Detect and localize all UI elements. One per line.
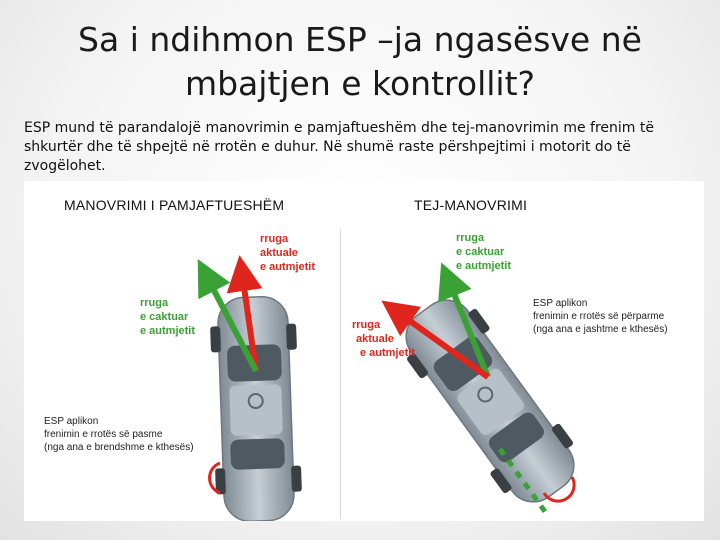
panel-divider <box>340 229 341 519</box>
label-line: e autmjetit <box>260 261 316 273</box>
note-line: ESP aplikon <box>44 416 99 427</box>
note-line: ESP aplikon <box>533 298 588 309</box>
label-line: aktuale <box>260 247 298 259</box>
title-line-2: mbajtjen e kontrollit? <box>184 64 536 103</box>
label-line: rruga <box>140 297 169 309</box>
label-line: e caktuar <box>456 246 505 258</box>
left-esp-note <box>44 415 194 454</box>
car-left <box>209 296 303 521</box>
label-line: rruga <box>456 232 485 244</box>
note-line: (nga ana e jashtme e kthesës) <box>533 324 668 335</box>
label-line: rruga <box>352 319 381 331</box>
right-esp-note <box>533 297 668 336</box>
page-title <box>0 18 720 106</box>
title-line-1: Sa i ndihmon ESP –ja ngasësve në <box>78 20 642 59</box>
right-desired-path-label <box>456 231 511 273</box>
left-desired-path-label <box>140 296 195 338</box>
label-line: rruga <box>260 233 289 245</box>
label-line: e autmjetit <box>456 260 512 272</box>
note-line: frenimin e rrotës së pasme <box>44 429 163 440</box>
body-paragraph: ESP mund të parandalojë manovrimin e pamjaftueshëm dhe tej-manovrimin me frenim të shkurtër dhe të shpejtë në rrotën e duhur. Në shumë raste përshpejtimi i motorit do të zvogëlohet. <box>24 120 654 174</box>
label-line: e autmjetit <box>140 325 196 337</box>
esp-diagram <box>24 181 704 521</box>
left-actual-path-label <box>260 232 315 274</box>
label-line: e autmjetit <box>360 347 416 359</box>
label-line: e caktuar <box>140 311 189 323</box>
heading-oversteer: TEJ-MANOVRIMI <box>414 197 528 213</box>
heading-understeer: MANOVRIMI I PAMJAFTUESHËM <box>64 197 285 213</box>
right-actual-path-label <box>352 318 415 360</box>
note-line: (nga ana e brendshme e kthesës) <box>44 442 194 453</box>
note-line: frenimin e rrotës së përparme <box>533 311 665 322</box>
label-line: aktuale <box>356 333 394 345</box>
